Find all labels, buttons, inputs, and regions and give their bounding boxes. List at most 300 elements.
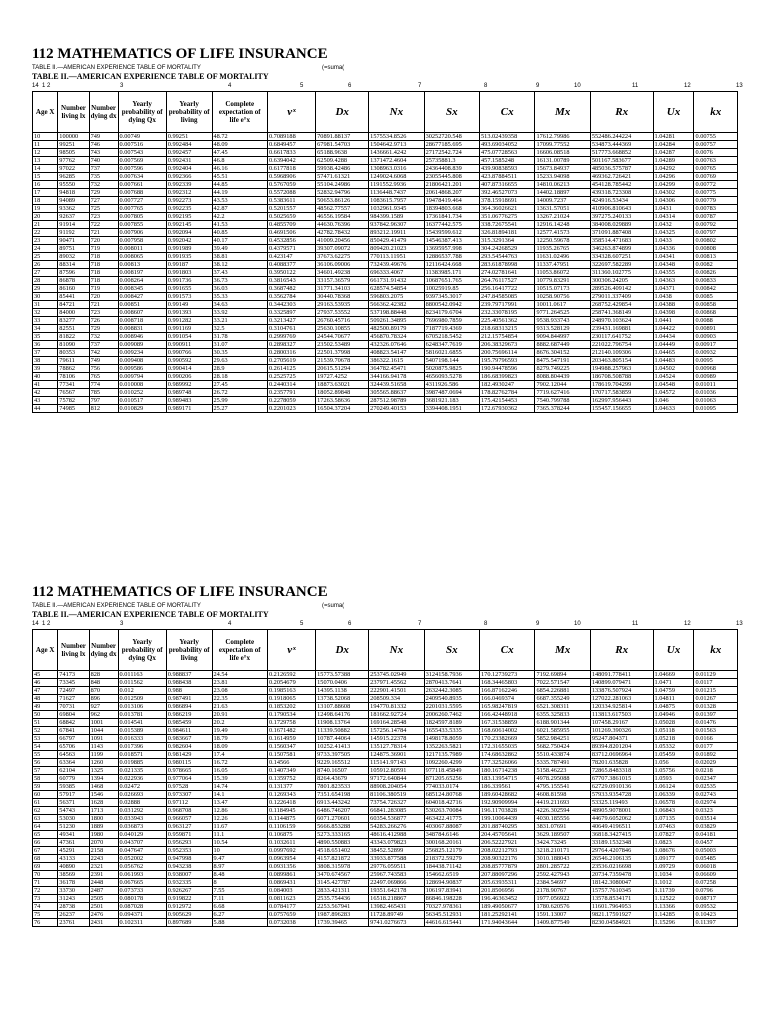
table-cell-expectation: 13.47 (212, 799, 267, 807)
table-cell-age: 68 (33, 855, 58, 863)
table-cell-rx: 248970.103624 (590, 317, 653, 325)
table-cell-number-living: 92637 (58, 213, 89, 221)
table-cell-nx: 432326.07646 (369, 341, 424, 349)
table-cell-ux: 1.07827 (653, 831, 694, 839)
table-cell-nx: 9741.0276673 (369, 919, 424, 927)
table-cell-rx: 44679.6052062 (590, 815, 653, 823)
table-cell-sx: 218372.59279 (424, 855, 479, 863)
table-cell-mx: 7365.378244 (535, 405, 590, 413)
table-row (33, 671, 738, 679)
table-cell-kx: 0.01267 (694, 695, 738, 703)
table-cell-sx: 1352263.5821 (424, 743, 479, 751)
table-cell-number-dying: 2070 (89, 839, 118, 847)
table-cell-prob-living: 0.97112 (166, 799, 212, 807)
table-cell-prob-dying: 0.011163 (118, 671, 166, 679)
table-cell-prob-dying: 0.061993 (118, 871, 166, 879)
table-cell-kx: 0.01129 (694, 671, 738, 679)
table-cell-prob-living: 0.991989 (166, 245, 212, 253)
table-cell-prob-dying: 0.02472 (118, 783, 166, 791)
table-row (33, 229, 738, 237)
column-number: 7 (418, 621, 422, 627)
table-cell-number-living: 78106 (58, 373, 89, 381)
table-cell-kx: 0.00917 (694, 341, 738, 349)
table-cell-v-power: 0.1106159 (267, 823, 315, 831)
table-cell-dx-commutation: 26760.45716 (316, 317, 369, 325)
table-cell-mx: 1409.877549 (535, 919, 590, 927)
table-cell-cx: 364.36026621 (480, 205, 535, 213)
table-cell-cx: 192.90909994 (480, 799, 535, 807)
column-number: 10 (574, 621, 581, 627)
table-cell-dx-commutation: 15070.0406 (316, 679, 369, 687)
table-cell-nx: 305565.88637 (369, 389, 424, 397)
table-cell-number-dying: 797 (89, 397, 118, 405)
table-cell-kx: 0.0166 (694, 735, 738, 743)
table-cell-sx: 8234179.6704 (424, 309, 479, 317)
table-cell-kx: 0.02535 (694, 783, 738, 791)
table-cell-kx: 0.00813 (694, 253, 738, 261)
table-cell-expectation: 27.45 (212, 381, 267, 389)
table-cell-dx-commutation: 48562.77557 (316, 205, 369, 213)
table-cell-kx: 0.06609 (694, 871, 738, 879)
table-cell-mx: 4795.155541 (535, 783, 590, 791)
table-cell-mx: 3831.07691 (535, 823, 590, 831)
table-cell-age: 54 (33, 743, 58, 751)
table-cell-prob-living: 0.988438 (166, 679, 212, 687)
table-cell-cx: 189.49050677 (480, 903, 535, 911)
table-cell-number-living: 28738 (58, 903, 89, 911)
table-cell-v-power: 0.1985163 (267, 687, 315, 695)
table-cell-mx: 8088.804439 (535, 373, 590, 381)
table-cell-sx: 56345.512931 (424, 911, 479, 919)
table-cell-nx: 386322.1615 (369, 357, 424, 365)
table-cell-rx: 8230.04584921 (590, 919, 653, 927)
table-cell-prob-living: 0.987491 (166, 695, 212, 703)
table-cell-kx: 0.00891 (694, 325, 738, 333)
table-cell-mx: 6188.901344 (535, 719, 590, 727)
table-cell-prob-living: 0.977064 (166, 775, 212, 783)
table-cell-cx: 182.4930247 (480, 381, 535, 389)
table-cell-prob-dying: 0.008065 (118, 253, 166, 261)
table-cell-dx-commutation: 15773.57388 (316, 671, 369, 679)
table-cell-sx: 1824597.8189 (424, 719, 479, 727)
column-number: 12 (684, 621, 691, 627)
table-cell-cx: 205.63935311 (480, 879, 535, 887)
table-cell-age: 35 (33, 333, 58, 341)
table-cell-nx: 237971.45562 (369, 679, 424, 687)
header-number-living: Number living lx (58, 92, 89, 133)
table-cell-prob-living: 0.973307 (166, 791, 212, 799)
table-row (33, 301, 738, 309)
table-cell-expectation: 8 (212, 879, 267, 887)
table-cell-age: 42 (33, 389, 58, 397)
table-cell-v-power: 0.0757659 (267, 911, 315, 919)
table-cell-prob-dying: 0.040129 (118, 831, 166, 839)
table-cell-prob-dying: 0.017396 (118, 743, 166, 751)
table-cell-prob-dying: 0.009586 (118, 365, 166, 373)
table-cell-prob-living: 0.992273 (166, 197, 212, 205)
table-cell-rx: 410906.810643 (590, 205, 653, 213)
table-cell-kx: 0.05485 (694, 855, 738, 863)
table-cell-expectation: 29.63 (212, 357, 267, 365)
header-mx: Mx (535, 630, 590, 671)
table-cell-prob-dying: 0.010252 (118, 389, 166, 397)
table-cell-number-dying: 1143 (89, 743, 118, 751)
table-cell-v-power: 0.1918065 (267, 695, 315, 703)
table-cell-dx-commutation: 20615.51294 (316, 365, 369, 373)
table-cell-prob-dying: 0.008946 (118, 333, 166, 341)
table-cell-v-power: 0.2614125 (267, 365, 315, 373)
table-cell-prob-dying: 0.008718 (118, 317, 166, 325)
table-cell-age: 43 (33, 397, 58, 405)
table-cell-v-power: 0.084003 (267, 887, 315, 895)
header-number-dying: Number dying dx (89, 630, 118, 671)
table-cell-ux: 1.0438 (653, 293, 694, 301)
table-cell-rx: 194988.257963 (590, 365, 653, 373)
table-cell-prob-dying: 0.007596 (118, 165, 166, 173)
table-cell-prob-living: 0.982604 (166, 743, 212, 751)
table-cell-age: 15 (33, 173, 58, 181)
table-cell-rx: 212140.109306 (590, 349, 653, 357)
table-row (33, 285, 738, 293)
table-cell-expectation: 40.17 (212, 237, 267, 245)
table-cell-kx: 0.00792 (694, 221, 738, 229)
table-cell-number-living: 80353 (58, 349, 89, 357)
table-row (33, 727, 738, 735)
table-cell-v-power: 0.106875 (267, 831, 315, 839)
table-cell-number-dying: 749 (89, 357, 118, 365)
table-cell-sx: 106197.83941 (424, 887, 479, 895)
table-cell-dx-commutation: 10252.41413 (316, 743, 369, 751)
table-cell-prob-living: 0.926267 (166, 887, 212, 895)
table-cell-rx: 15757.7610345 (590, 887, 653, 895)
table-cell-ux: 1.0471 (653, 679, 694, 687)
table-cell-number-dying: 828 (89, 671, 118, 679)
table-cell-expectation: 40.85 (212, 229, 267, 237)
column-number: 14 (32, 83, 39, 89)
header-v-power: vˣ (267, 92, 315, 133)
table-cell-mx: 3424.73245 (535, 839, 590, 847)
table-cell-age: 28 (33, 277, 58, 285)
table-cell-kx: 0.01036 (694, 389, 738, 397)
table-cell-mx: 16131.00789 (535, 157, 590, 165)
table-cell-mx: 4226.302594 (535, 807, 590, 815)
table-cell-age: 52 (33, 727, 58, 735)
table-cell-expectation: 48.72 (212, 133, 267, 141)
table-cell-nx: 194770.81332 (369, 703, 424, 711)
table-row (33, 847, 738, 855)
table-cell-prob-dying: 0.026693 (118, 791, 166, 799)
table-cell-prob-living: 0.991655 (166, 285, 212, 293)
table-cell-nx: 1371472.4604 (369, 157, 424, 165)
table-cell-expectation: 37.43 (212, 269, 267, 277)
table-cell-v-power: 0.14566 (267, 759, 315, 767)
table-cell-number-living: 99251 (58, 141, 89, 149)
table-cell-ux: 1.04306 (653, 197, 694, 205)
table-cell-nx: 66841.283085 (369, 807, 424, 815)
table-cell-prob-dying: 0.019885 (118, 759, 166, 767)
table-cell-rx: 454128.785442 (590, 181, 653, 189)
table-cell-prob-living: 0.985459 (166, 719, 212, 727)
table-cell-sx: 11383985.171 (424, 269, 479, 277)
table-cell-number-living: 57917 (58, 791, 89, 799)
table-cell-nx: 29776.059511 (369, 863, 424, 871)
table-cell-dx-commutation: 5666.853288 (316, 823, 369, 831)
table-cell-prob-dying: 0.007661 (118, 181, 166, 189)
table-cell-prob-dying: 0.009794 (118, 373, 166, 381)
table-cell-prob-living: 0.912972 (166, 903, 212, 911)
table-cell-prob-living: 0.992366 (166, 173, 212, 181)
table-row (33, 341, 738, 349)
table-cell-v-power: 0.3816543 (267, 277, 315, 285)
table-cell-ux: 1.04363 (653, 277, 694, 285)
table-cell-v-power: 0.1614959 (267, 735, 315, 743)
table-cell-number-dying: 2431 (89, 919, 118, 927)
table-cell-ux: 1.04548 (653, 381, 694, 389)
table-cell-cx: 256.16417722 (480, 285, 535, 293)
table-cell-prob-dying: 0.080178 (118, 895, 166, 903)
table-cell-prob-dying: 0.018571 (118, 751, 166, 759)
table-cell-mx: 8475.547191 (535, 357, 590, 365)
table-cell-age: 22 (33, 229, 58, 237)
table-cell-dx-commutation: 34601.49238 (316, 269, 369, 277)
table-row (33, 807, 738, 815)
table-cell-dx-commutation: 17263.58636 (316, 397, 369, 405)
header-rx: Rx (590, 92, 653, 133)
table-cell-kx: 0.01397 (694, 711, 738, 719)
table-cell-sx: 20614868.207 (424, 189, 479, 197)
table-cell-number-dying: 749 (89, 133, 118, 141)
table-row (33, 815, 738, 823)
table-cell-prob-living: 0.938007 (166, 871, 212, 879)
table-cell-cx: 274.02781641 (480, 269, 535, 277)
table-cell-age: 13 (33, 157, 58, 165)
table-cell-prob-living: 0.992195 (166, 213, 212, 221)
page-title: 112 MATHEMATICS OF LIFE INSURANCE (32, 584, 328, 600)
table-cell-mx: 11935.26765 (535, 245, 590, 253)
table-cell-cx: 165.98247819 (480, 703, 535, 711)
table-cell-dx-commutation: 11339.50882 (316, 727, 369, 735)
table-cell-nx: 937842.96307 (369, 221, 424, 229)
table-row (33, 325, 738, 333)
table-cell-age: 50 (33, 711, 58, 719)
table-cell-kx: 0.0082 (694, 261, 738, 269)
table-cell-number-dying: 1001 (89, 719, 118, 727)
table-cell-prob-dying: 0.008607 (118, 309, 166, 317)
table-cell-prob-living: 0.991282 (166, 317, 212, 325)
header-ux: Ux (653, 630, 694, 671)
table-cell-nx: 81106.380519 (369, 791, 424, 799)
table-cell-number-dying: 765 (89, 373, 118, 381)
table-cell-expectation: 23.08 (212, 687, 267, 695)
table-cell-nx: 19351.642178 (369, 887, 424, 895)
table-cell-ux: 1.05459 (653, 751, 694, 759)
table-cell-expectation: 38.12 (212, 261, 267, 269)
table-row (33, 317, 738, 325)
column-number: 8 (484, 83, 488, 89)
table-cell-number-living: 94818 (58, 189, 89, 197)
table-cell-number-living: 43133 (58, 855, 89, 863)
table-cell-mx: 4419.211693 (535, 799, 590, 807)
table-row (33, 711, 738, 719)
table-cell-expectation: 33.21 (212, 317, 267, 325)
table-cell-mx: 9771.264525 (535, 309, 590, 317)
column-number: 8 (484, 621, 488, 627)
table-cell-v-power: 0.0963954 (267, 855, 315, 863)
table-cell-prob-dying: 0.014541 (118, 719, 166, 727)
table-cell-kx: 0.00833 (694, 277, 738, 285)
header-mx: Mx (535, 92, 590, 133)
table-cell-age: 12 (33, 149, 58, 157)
table-cell-expectation: 14.1 (212, 791, 267, 799)
column-number: 14 (32, 621, 39, 627)
table-cell-dx-commutation: 27937.53552 (316, 309, 369, 317)
table-cell-nx: 73754.726327 (369, 799, 424, 807)
column-numbers (32, 620, 743, 629)
table-cell-prob-living: 0.991393 (166, 309, 212, 317)
table-cell-ux: 1.06339 (653, 791, 694, 799)
table-cell-mx: 14810.06213 (535, 181, 590, 189)
table-cell-ux: 1.04388 (653, 301, 694, 309)
table-cell-prob-dying: 0.02888 (118, 799, 166, 807)
table-cell-v-power: 0.4691506 (267, 229, 315, 237)
table-cell-expectation: 46.8 (212, 157, 267, 165)
table-cell-expectation: 42.87 (212, 205, 267, 213)
table-cell-number-living: 45291 (58, 847, 89, 855)
table-cell-age: 62 (33, 807, 58, 815)
table-cell-number-living: 72497 (58, 687, 89, 695)
column-number: 1 2 (42, 621, 51, 627)
table-cell-sx: 14546387.413 (424, 237, 479, 245)
table-cell-dx-commutation: 3808.315978 (316, 863, 369, 871)
table-cell-number-dying: 812 (89, 405, 118, 413)
table-cell-dx-commutation: 3145.427787 (316, 879, 369, 887)
table-cell-sx: 9397345.3017 (424, 293, 479, 301)
table-cell-prob-living: 0.992431 (166, 157, 212, 165)
table-cell-v-power: 0.1226418 (267, 799, 315, 807)
table-cell-sx: 15439599.612 (424, 229, 479, 237)
table-cell-expectation: 11.67 (212, 823, 267, 831)
table-cell-cx: 204.45705641 (480, 831, 535, 839)
table-cell-number-living: 100000 (58, 133, 89, 141)
table-cell-dx-commutation: 7351.654198 (316, 791, 369, 799)
table-cell-cx: 392.46527073 (480, 189, 535, 197)
table-cell-mx: 14402.18897 (535, 189, 590, 197)
table-cell-mx: 5335.787491 (535, 759, 590, 767)
table-cell-ux: 1.04341 (653, 253, 694, 261)
table-cell-number-dying: 2505 (89, 895, 118, 903)
table-cell-rx: 36818.3427415 (590, 831, 653, 839)
table-cell-sx: 28677185.695 (424, 141, 479, 149)
table-cell-ux: 1.12522 (653, 895, 694, 903)
table-cell-number-living: 33730 (58, 887, 89, 895)
table-cell-mx: 15233.94098 (535, 173, 590, 181)
table-cell-cx: 186.68399823 (480, 373, 535, 381)
table-cell-ux: 1.04325 (653, 229, 694, 237)
table-cell-number-dying: 1044 (89, 727, 118, 735)
table-cell-cx: 189.60428682 (480, 791, 535, 799)
table-cell-rx: 384008.029889 (590, 221, 653, 229)
column-number: 10 (574, 83, 581, 89)
table-cell-nx: 22497.069866 (369, 879, 424, 887)
table-cell-v-power: 0.0869431 (267, 879, 315, 887)
table-cell-sx: 6248347.7619 (424, 341, 479, 349)
table-cell-age: 41 (33, 381, 58, 389)
table-cell-nx: 661731.91432 (369, 277, 424, 285)
table-row (33, 679, 738, 687)
table-cell-number-living: 40890 (58, 863, 89, 871)
header-row (33, 92, 738, 133)
table-cell-mx: 5682.750424 (535, 743, 590, 751)
table-cell-kx: 0.0095 (694, 357, 738, 365)
table-cell-rx: 279011.337409 (590, 293, 653, 301)
table-cell-ux: 1.04759 (653, 687, 694, 695)
table-cell-mx: 7719.627416 (535, 389, 590, 397)
table-cell-dx-commutation: 4157.821872 (316, 855, 369, 863)
table-cell-nx: 537198.88448 (369, 309, 424, 317)
table-cell-ux: 1.06843 (653, 807, 694, 815)
table-row (33, 751, 738, 759)
table-cell-expectation: 30.35 (212, 349, 267, 357)
table-cell-number-living: 81090 (58, 341, 89, 349)
table-cell-mx: 10515.07173 (535, 285, 590, 293)
table-cell-dx-commutation: 44630.76396 (316, 221, 369, 229)
table-cell-cx: 423.87884511 (480, 173, 535, 181)
table-cell-expectation: 8.97 (212, 863, 267, 871)
table-cell-nx: 145915.22378 (369, 735, 424, 743)
table-cell-v-power: 0.2201023 (267, 405, 315, 413)
table-cell-number-dying: 927 (89, 703, 118, 711)
table-cell-nx: 1436661.4242 (369, 149, 424, 157)
table-cell-prob-dying: 0.007516 (118, 141, 166, 149)
table-cell-v-power: 0.1560347 (267, 743, 315, 751)
table-cell-prob-living: 0.989483 (166, 397, 212, 405)
table-cell-v-power: 0.5025659 (267, 213, 315, 221)
table-cell-number-living: 31243 (58, 895, 89, 903)
table-cell-prob-dying: 0.007543 (118, 149, 166, 157)
table-cell-v-power: 0.5968906 (267, 173, 315, 181)
table-cell-age: 69 (33, 863, 58, 871)
table-cell-kx: 0.0323 (694, 807, 738, 815)
table-cell-rx: 178619.704299 (590, 381, 653, 389)
mortality-table (32, 629, 738, 927)
table-cell-kx: 0.0085 (694, 293, 738, 301)
table-cell-ux: 1.1034 (653, 871, 694, 879)
table-cell-sx: 10025919.85 (424, 285, 479, 293)
table-cell-mx: 3010.188043 (535, 855, 590, 863)
table-cell-number-dying: 718 (89, 269, 118, 277)
header-dx-commutation: Dx (316, 630, 369, 671)
table-row (33, 269, 738, 277)
table-cell-prob-living: 0.991803 (166, 269, 212, 277)
table-cell-dx-commutation: 52832.94796 (316, 189, 369, 197)
table-cell-number-dying: 727 (89, 197, 118, 205)
table-cell-number-dying: 725 (89, 205, 118, 213)
table-cell-cx: 172.31655035 (480, 743, 535, 751)
table-cell-mx: 5510.433874 (535, 751, 590, 759)
table-cell-nx: 566362.42382 (369, 301, 424, 309)
table-cell-ux: 1.056 (653, 759, 694, 767)
table-cell-kx: 0.00808 (694, 245, 738, 253)
table-cell-sx: 1498178.8059 (424, 735, 479, 743)
table-cell-prob-dying: 0.009089 (118, 341, 166, 349)
table-cell-number-living: 96285 (58, 173, 89, 181)
table-cell-expectation: 11.1 (212, 831, 267, 839)
table-cell-age: 17 (33, 189, 58, 197)
table-cell-dx-commutation: 24544.70677 (316, 333, 369, 341)
table-cell-v-power: 0.1359752 (267, 775, 315, 783)
table-cell-number-dying: 2158 (89, 847, 118, 855)
table-cell-prob-living: 0.992339 (166, 181, 212, 189)
